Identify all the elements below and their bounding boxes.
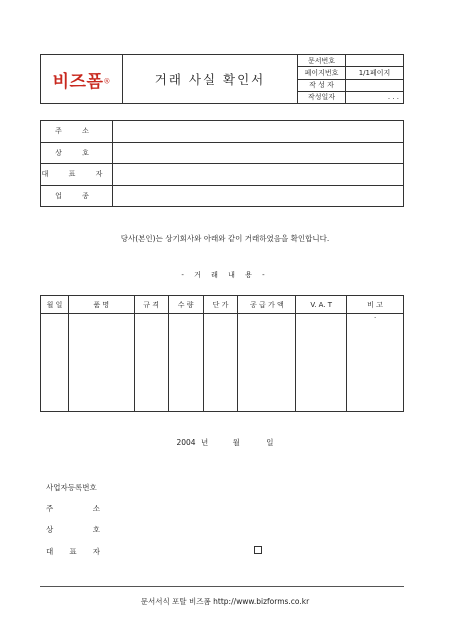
document-header: [40, 54, 404, 104]
signer-trade-name-label: [46, 524, 116, 535]
cell-vat[interactable]: [296, 314, 347, 412]
addr-char-2: 소: [92, 504, 100, 513]
document-title: 거래 사실 확인서: [123, 55, 298, 104]
col-spec: 규 격: [134, 296, 168, 314]
seal-box-icon[interactable]: [254, 546, 262, 554]
date-written-value[interactable]: . . .: [346, 91, 404, 103]
day-unit: 일: [266, 438, 274, 447]
company-info-table: [40, 120, 404, 207]
year-unit: 년: [200, 438, 209, 447]
addr-char-1: 주: [46, 504, 54, 513]
col-item: 품 명: [68, 296, 134, 314]
col-remarks: 비 고: [347, 296, 404, 314]
author-value[interactable]: [346, 79, 404, 91]
col-supply-amount: 공 급 가 액: [238, 296, 296, 314]
representative-label: 대 표 자: [41, 164, 113, 186]
doc-number-value[interactable]: [346, 55, 404, 67]
cell-unit-price[interactable]: [203, 314, 238, 412]
month-unit: 월: [232, 438, 240, 447]
rep-char-2: 표: [69, 547, 77, 556]
cell-date[interactable]: [41, 314, 69, 412]
industry-label: 업 종: [41, 185, 113, 207]
confirmation-statement: 당사(본인)는 상기회사와 아래와 같이 거래하였음을 확인합니다.: [120, 234, 330, 243]
registered-mark: ®: [103, 77, 111, 86]
date-line: [0, 437, 450, 448]
remarks-mark: .: [373, 312, 377, 320]
section-title: - 거 래 내 용 -: [181, 271, 269, 279]
rep-char-3: 자: [92, 547, 100, 556]
date-written-label: 작성일자: [298, 91, 346, 103]
transaction-table: [40, 295, 404, 412]
doc-number-label: 문서번호: [298, 55, 346, 67]
biz-registration-label: 사업자등록번호: [46, 483, 97, 492]
address-value[interactable]: [113, 121, 404, 143]
col-date: 월 일: [41, 296, 69, 314]
col-qty: 수 량: [168, 296, 203, 314]
signer-representative-label: [46, 546, 116, 557]
table-header-row: [41, 296, 404, 314]
cell-spec[interactable]: [134, 314, 168, 412]
signer-address-label: [46, 503, 116, 514]
col-vat: V. A. T: [296, 296, 347, 314]
footer-divider: [40, 586, 404, 587]
footer-text: 문서서식 포탈 비즈폼 http://www.bizforms.co.kr: [140, 597, 310, 606]
page-number-label: 페이지번호: [298, 67, 346, 79]
cell-item[interactable]: [68, 314, 134, 412]
rep-char-1: 대: [46, 547, 54, 556]
author-label: 작 성 자: [298, 79, 346, 91]
trade-char-2: 호: [92, 525, 100, 534]
logo: [41, 55, 123, 104]
industry-value[interactable]: [113, 185, 404, 207]
cell-supply-amount[interactable]: [238, 314, 296, 412]
col-unit-price: 단 가: [203, 296, 238, 314]
table-body-row: [41, 314, 404, 412]
trade-char-1: 상: [46, 525, 54, 534]
representative-value[interactable]: [113, 164, 404, 186]
cell-qty[interactable]: [168, 314, 203, 412]
logo-text: 비즈폼: [52, 71, 104, 92]
year-value: 2004: [176, 438, 196, 447]
trade-name-value[interactable]: [113, 142, 404, 164]
page-number-value: 1/1페이지: [346, 67, 404, 79]
trade-name-label: 상 호: [41, 142, 113, 164]
cell-remarks[interactable]: [347, 314, 404, 412]
address-label: 주 소: [41, 121, 113, 143]
